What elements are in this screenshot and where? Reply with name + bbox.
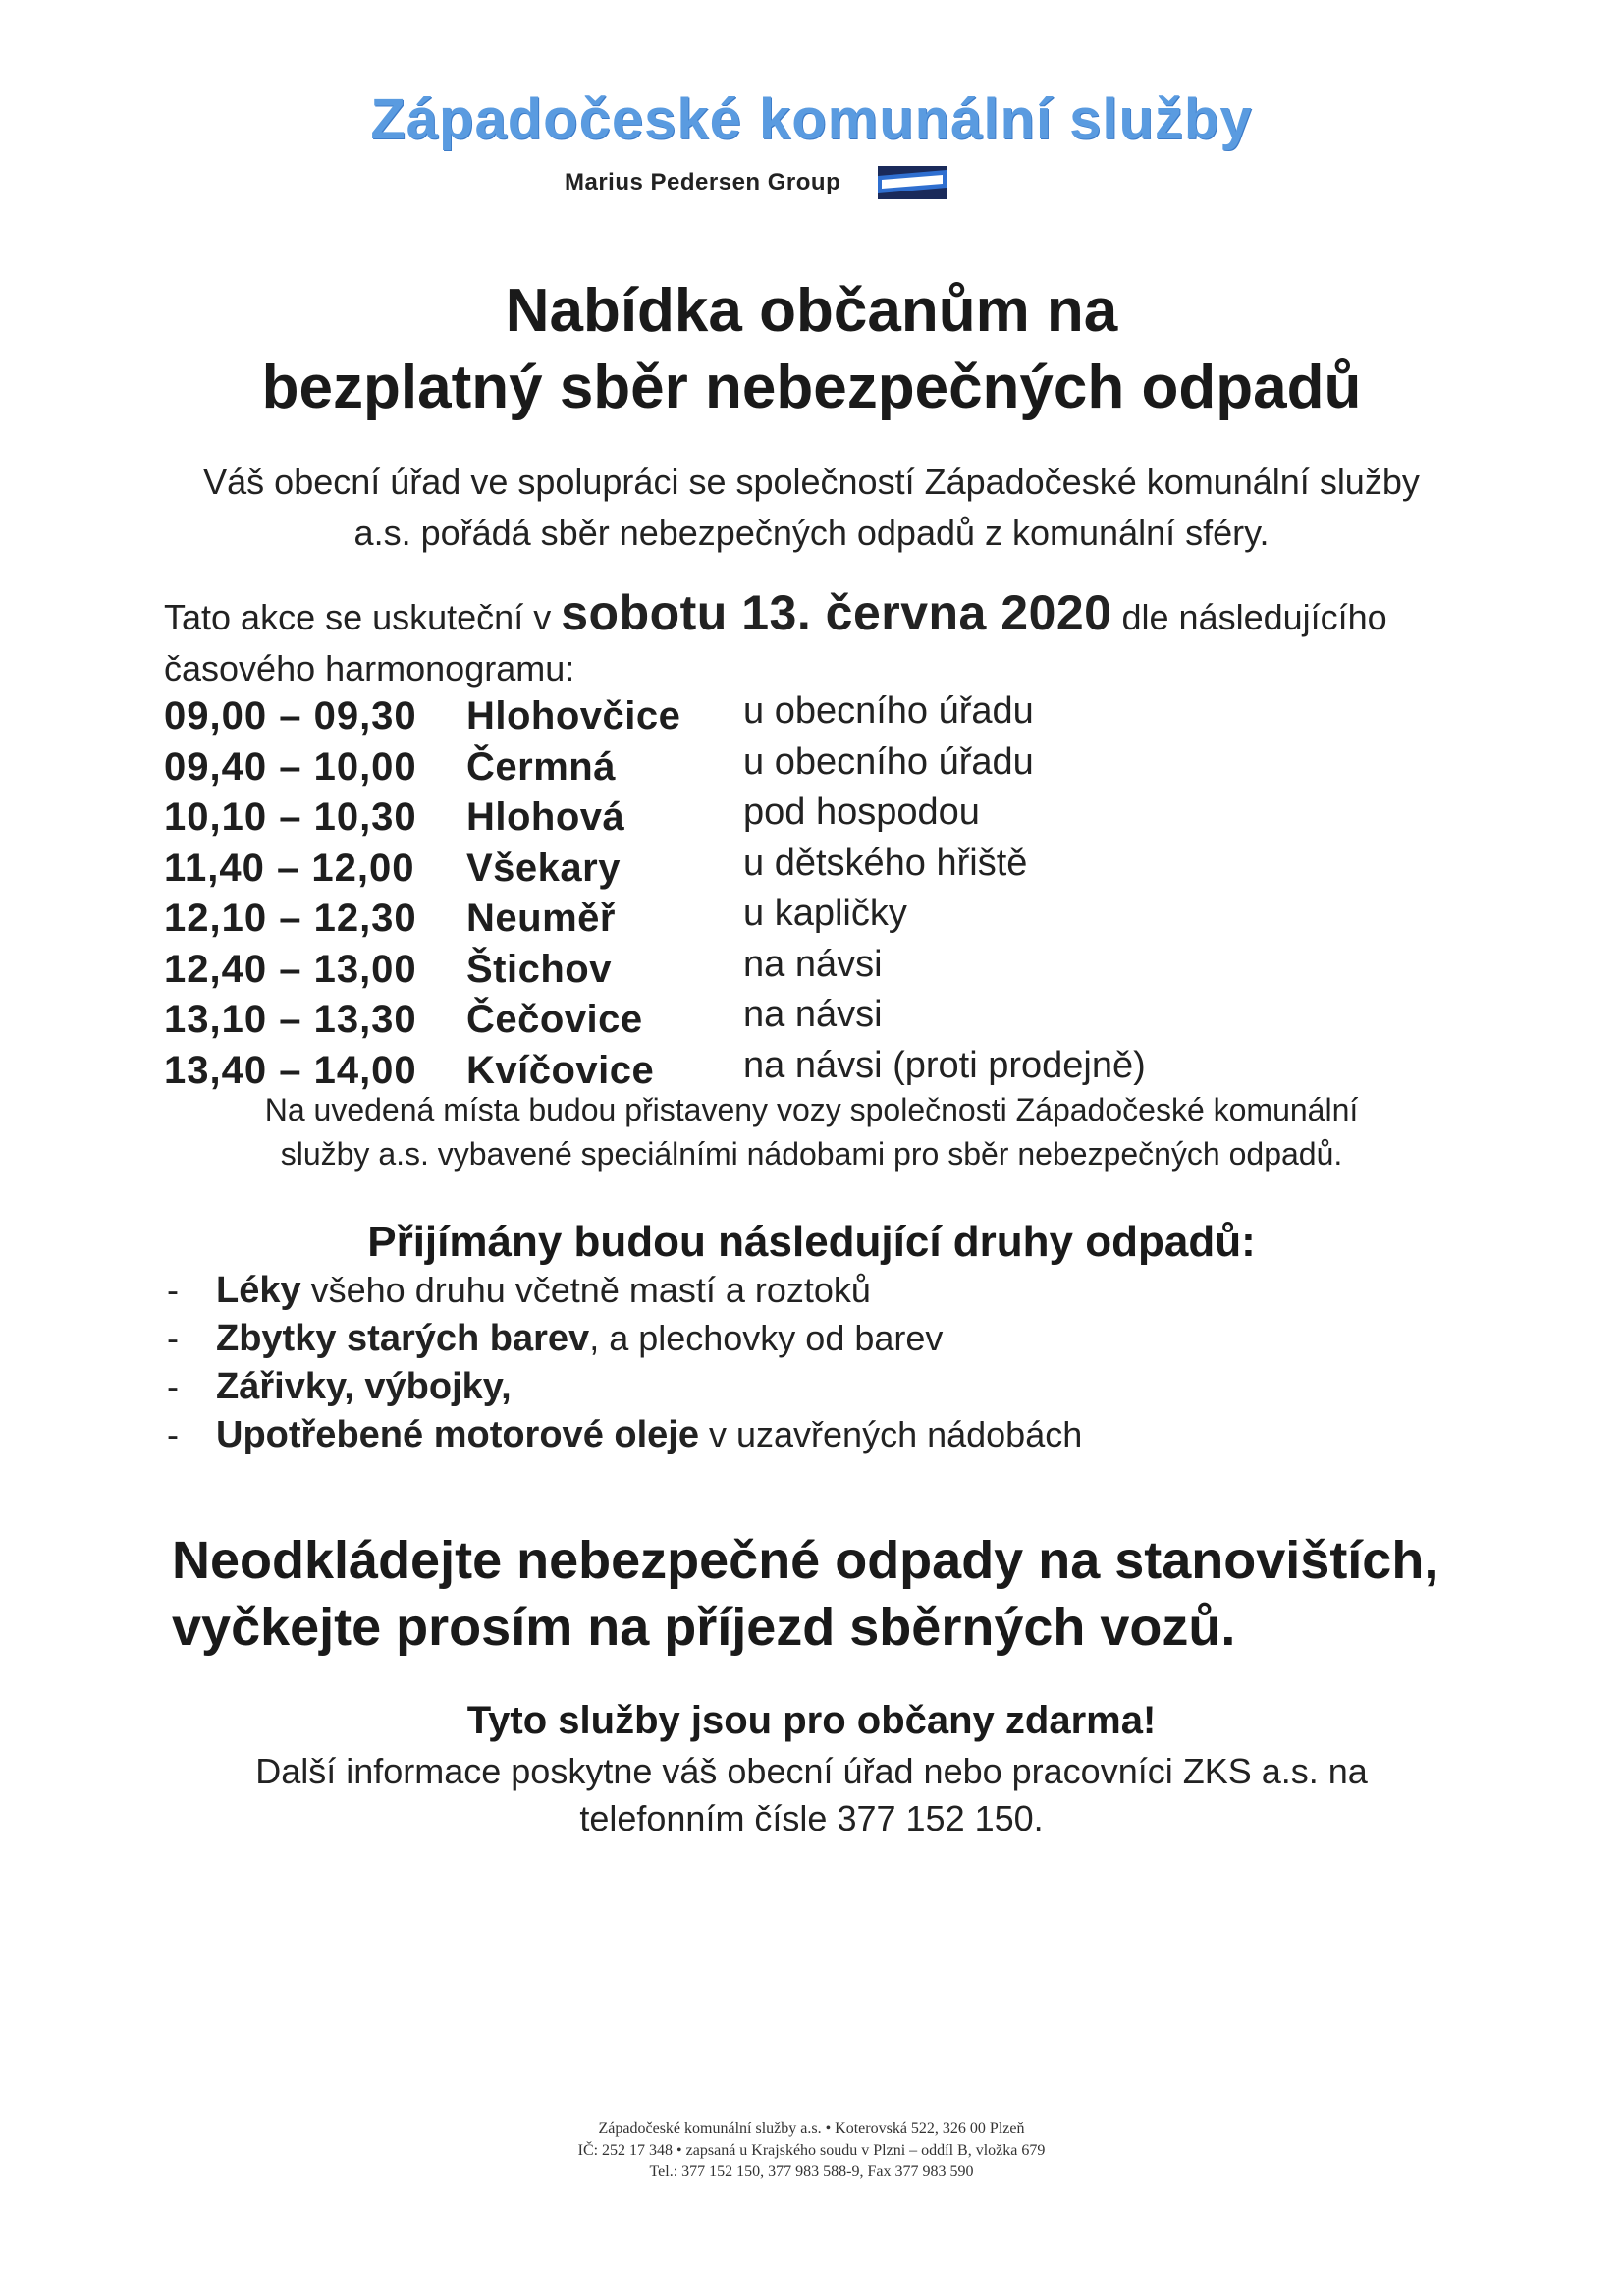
contact-info bbox=[0, 1748, 1623, 1842]
schedule-place: Čečovice bbox=[466, 998, 643, 1041]
intro-text bbox=[0, 457, 1623, 559]
schedule-time: 12,40 – 13,00 bbox=[164, 947, 417, 991]
accepted-item bbox=[167, 1318, 1443, 1366]
info-line-1: Další informace poskytne váš obecní úřad nebo pracovníci ZKS a.s. na bbox=[255, 1751, 1368, 1791]
intro-line-1: Váš obecní úřad ve spolupráci se společností Západočeské komunální služby bbox=[203, 462, 1420, 502]
group-row bbox=[565, 165, 947, 200]
vehicles-note bbox=[0, 1088, 1623, 1176]
title-line-2: bezplatný sběr nebezpečných odpadů bbox=[261, 354, 1362, 421]
schedule-location: u kapličky bbox=[743, 893, 907, 934]
event-date-paragraph bbox=[164, 587, 1519, 694]
accepted-item-rest: v uzavřených nádobách bbox=[698, 1414, 1083, 1454]
note-line-1: Na uvedená místa budou přistaveny vozy společnosti Západočeské komunální bbox=[264, 1092, 1359, 1127]
intro-line-2: a.s. pořádá sběr nebezpečných odpadů z komunální sféry. bbox=[353, 513, 1270, 553]
schedule-time: 09,00 – 09,30 bbox=[164, 694, 417, 738]
accepted-item bbox=[167, 1414, 1443, 1462]
schedule-row bbox=[164, 842, 1440, 898]
note-line-2: služby a.s. vybavené speciálními nádobami pro sběr nebezpečných odpadů. bbox=[280, 1136, 1343, 1172]
warning-line-1: Neodkládejte nebezpečné odpady na stanovištích, bbox=[172, 1531, 1439, 1590]
accepted-item-bold: Upotřebené motorové oleje bbox=[216, 1414, 699, 1455]
warning-line-2: vyčkejte prosím na příjezd sběrných vozů. bbox=[172, 1598, 1236, 1657]
footer-line-2: IČ: 252 17 348 • zapsaná u Krajského soudu v Plzni – oddíl B, vložka 679 bbox=[577, 2142, 1046, 2159]
schedule-time: 13,40 – 14,00 bbox=[164, 1048, 417, 1092]
accepted-item-rest: všeho druhu včetně mastí a roztoků bbox=[300, 1270, 871, 1310]
schedule-time: 09,40 – 10,00 bbox=[164, 744, 417, 789]
schedule-place: Hlohovčice bbox=[466, 694, 681, 738]
schedule-time: 11,40 – 12,00 bbox=[164, 846, 415, 890]
accepted-heading: Přijímány budou následující druhy odpadů: bbox=[367, 1218, 1256, 1266]
accepted-item-text bbox=[216, 1366, 512, 1408]
schedule-location: u obecního úřadu bbox=[743, 690, 1034, 732]
schedule-place: Hlohová bbox=[466, 795, 625, 839]
footer-line-1: Západočeské komunální služby a.s. • Koterovská 522, 326 00 Plzeň bbox=[598, 2120, 1025, 2137]
accepted-item-rest: , a plechovky od barev bbox=[589, 1318, 944, 1358]
schedule-row bbox=[164, 994, 1440, 1049]
group-name: Marius Pedersen Group bbox=[565, 169, 841, 195]
when-prefix: Tato akce se uskuteční v bbox=[164, 597, 562, 637]
when-line-2: časového harmonogramu: bbox=[164, 648, 575, 688]
schedule-row bbox=[164, 893, 1440, 948]
accepted-item-text bbox=[216, 1270, 871, 1312]
accepted-item bbox=[167, 1366, 1443, 1414]
schedule-location: na návsi bbox=[743, 994, 883, 1035]
free-service-heading: Tyto služby jsou pro občany zdarma! bbox=[466, 1699, 1157, 1742]
accepted-item-text bbox=[216, 1414, 1082, 1456]
marius-pedersen-logo-icon bbox=[878, 166, 947, 199]
schedule-location: na návsi bbox=[743, 943, 883, 985]
schedule-time: 10,10 – 10,30 bbox=[164, 795, 417, 839]
schedule-location: u dětského hřiště bbox=[743, 842, 1028, 884]
schedule-location: na návsi (proti prodejně) bbox=[743, 1044, 1146, 1086]
schedule-place: Všekary bbox=[466, 846, 621, 890]
page-title bbox=[0, 273, 1623, 426]
schedule-location: pod hospodou bbox=[743, 792, 980, 833]
company-name: Západočeské komunální služby bbox=[370, 87, 1253, 151]
schedule-place: Štichov bbox=[466, 947, 612, 991]
list-dash: - bbox=[167, 1366, 179, 1406]
accepted-item-bold: Léky bbox=[216, 1270, 301, 1311]
footer-line-3: Tel.: 377 152 150, 377 983 588-9, Fax 377 983 590 bbox=[649, 2163, 974, 2180]
accepted-item-bold: Zářivky, výbojky, bbox=[216, 1366, 512, 1407]
list-dash: - bbox=[167, 1270, 179, 1310]
warning-text bbox=[172, 1527, 1546, 1661]
info-line-2: telefonním čísle 377 152 150. bbox=[579, 1798, 1044, 1838]
list-dash: - bbox=[167, 1318, 179, 1358]
list-dash: - bbox=[167, 1414, 179, 1454]
schedule-time: 12,10 – 12,30 bbox=[164, 897, 417, 940]
accepted-item-text bbox=[216, 1318, 943, 1360]
schedule-time: 13,10 – 13,30 bbox=[164, 998, 417, 1041]
accepted-list bbox=[167, 1270, 1443, 1462]
schedule-row bbox=[164, 792, 1440, 847]
schedule-table bbox=[164, 690, 1440, 1099]
schedule-place: Kvíčovice bbox=[466, 1048, 655, 1092]
accepted-item bbox=[167, 1270, 1443, 1318]
schedule-row bbox=[164, 690, 1440, 745]
accepted-item-bold: Zbytky starých barev bbox=[216, 1318, 590, 1359]
title-line-1: Nabídka občanům na bbox=[505, 277, 1118, 345]
schedule-row bbox=[164, 740, 1440, 796]
schedule-place: Čermná bbox=[466, 744, 616, 789]
schedule-location: u obecního úřadu bbox=[743, 740, 1034, 783]
event-date: sobotu 13. června 2020 bbox=[561, 585, 1112, 640]
company-footer bbox=[0, 2118, 1623, 2183]
schedule-place: Neuměř bbox=[466, 897, 616, 940]
schedule-row bbox=[164, 943, 1440, 999]
when-suffix: dle následujícího bbox=[1111, 597, 1387, 637]
